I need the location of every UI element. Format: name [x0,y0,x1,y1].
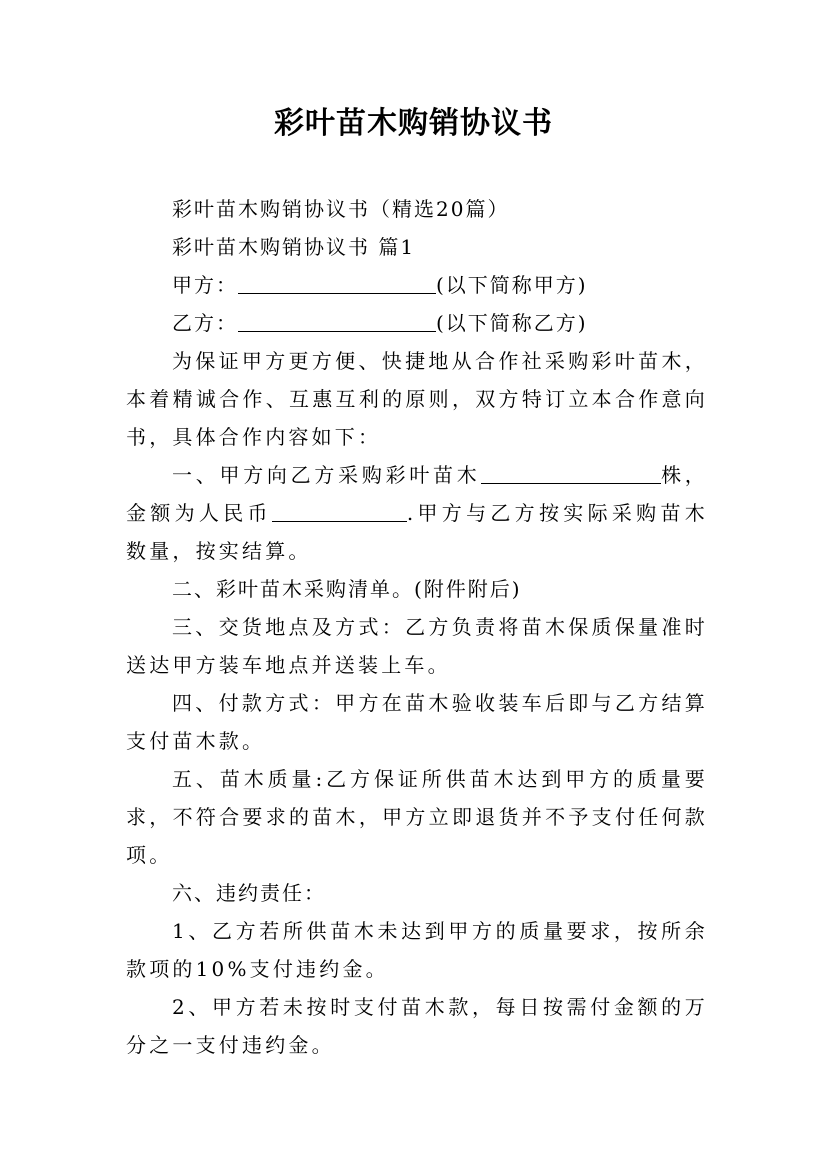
document-title: 彩叶苗木购销协议书 [274,106,553,141]
amount-blank [272,501,407,522]
clause-1-text-b: 株，金额为人民币 [126,463,708,525]
clause-2-paragraph: 二、彩叶苗木采购清单。(附件附后) [172,577,522,601]
party-a-suffix: (以下简称甲方) [436,273,588,297]
party-a-blank [238,273,436,294]
clause-5-paragraph: 五、苗木质量:乙方保证所供苗木达到甲方的质量要求，不符合要求的苗木，甲方立即退货并不予支付任何款项。 [126,767,708,867]
party-b-blank [238,311,436,332]
section-heading: 彩叶苗木购销协议书 篇1 [172,235,416,259]
party-a-label: 甲方： [172,273,238,297]
party-b-label: 乙方： [172,311,238,335]
clause-1-text-c: .甲方与乙方按实际采购苗木数量，按实结算。 [126,501,708,563]
clause-1-text-a: 一、甲方向乙方采购彩叶苗木 [172,463,481,487]
quantity-blank [481,463,661,484]
intro-paragraph: 为保证甲方更方便、快捷地从合作社采购彩叶苗木，本着精诚合作、互惠互利的原则，双方特订立本合作意向书，具体合作内容如下： [126,349,708,449]
party-b-line [126,304,708,342]
clause-6-1-paragraph: 1、乙方若所供苗木未达到甲方的质量要求，按所余款项的10%支付违约金。 [126,919,708,981]
party-b-suffix: (以下简称乙方) [436,311,588,335]
clause-6-2-paragraph: 2、甲方若未按时支付苗木款，每日按需付金额的万分之一支付违约金。 [126,995,708,1057]
clause-3-paragraph: 三、交货地点及方式：乙方负责将苗木保质保量准时送达甲方装车地点并送装上车。 [126,615,708,677]
document-body [126,190,708,1064]
party-a-line [126,266,708,304]
subtitle-line: 彩叶苗木购销协议书（精选20篇） [172,197,510,221]
clause-4-paragraph: 四、付款方式：甲方在苗木验收装车后即与乙方结算支付苗木款。 [126,691,708,753]
clause-6-paragraph: 六、违约责任： [172,881,326,905]
clause-1-paragraph [126,456,708,570]
